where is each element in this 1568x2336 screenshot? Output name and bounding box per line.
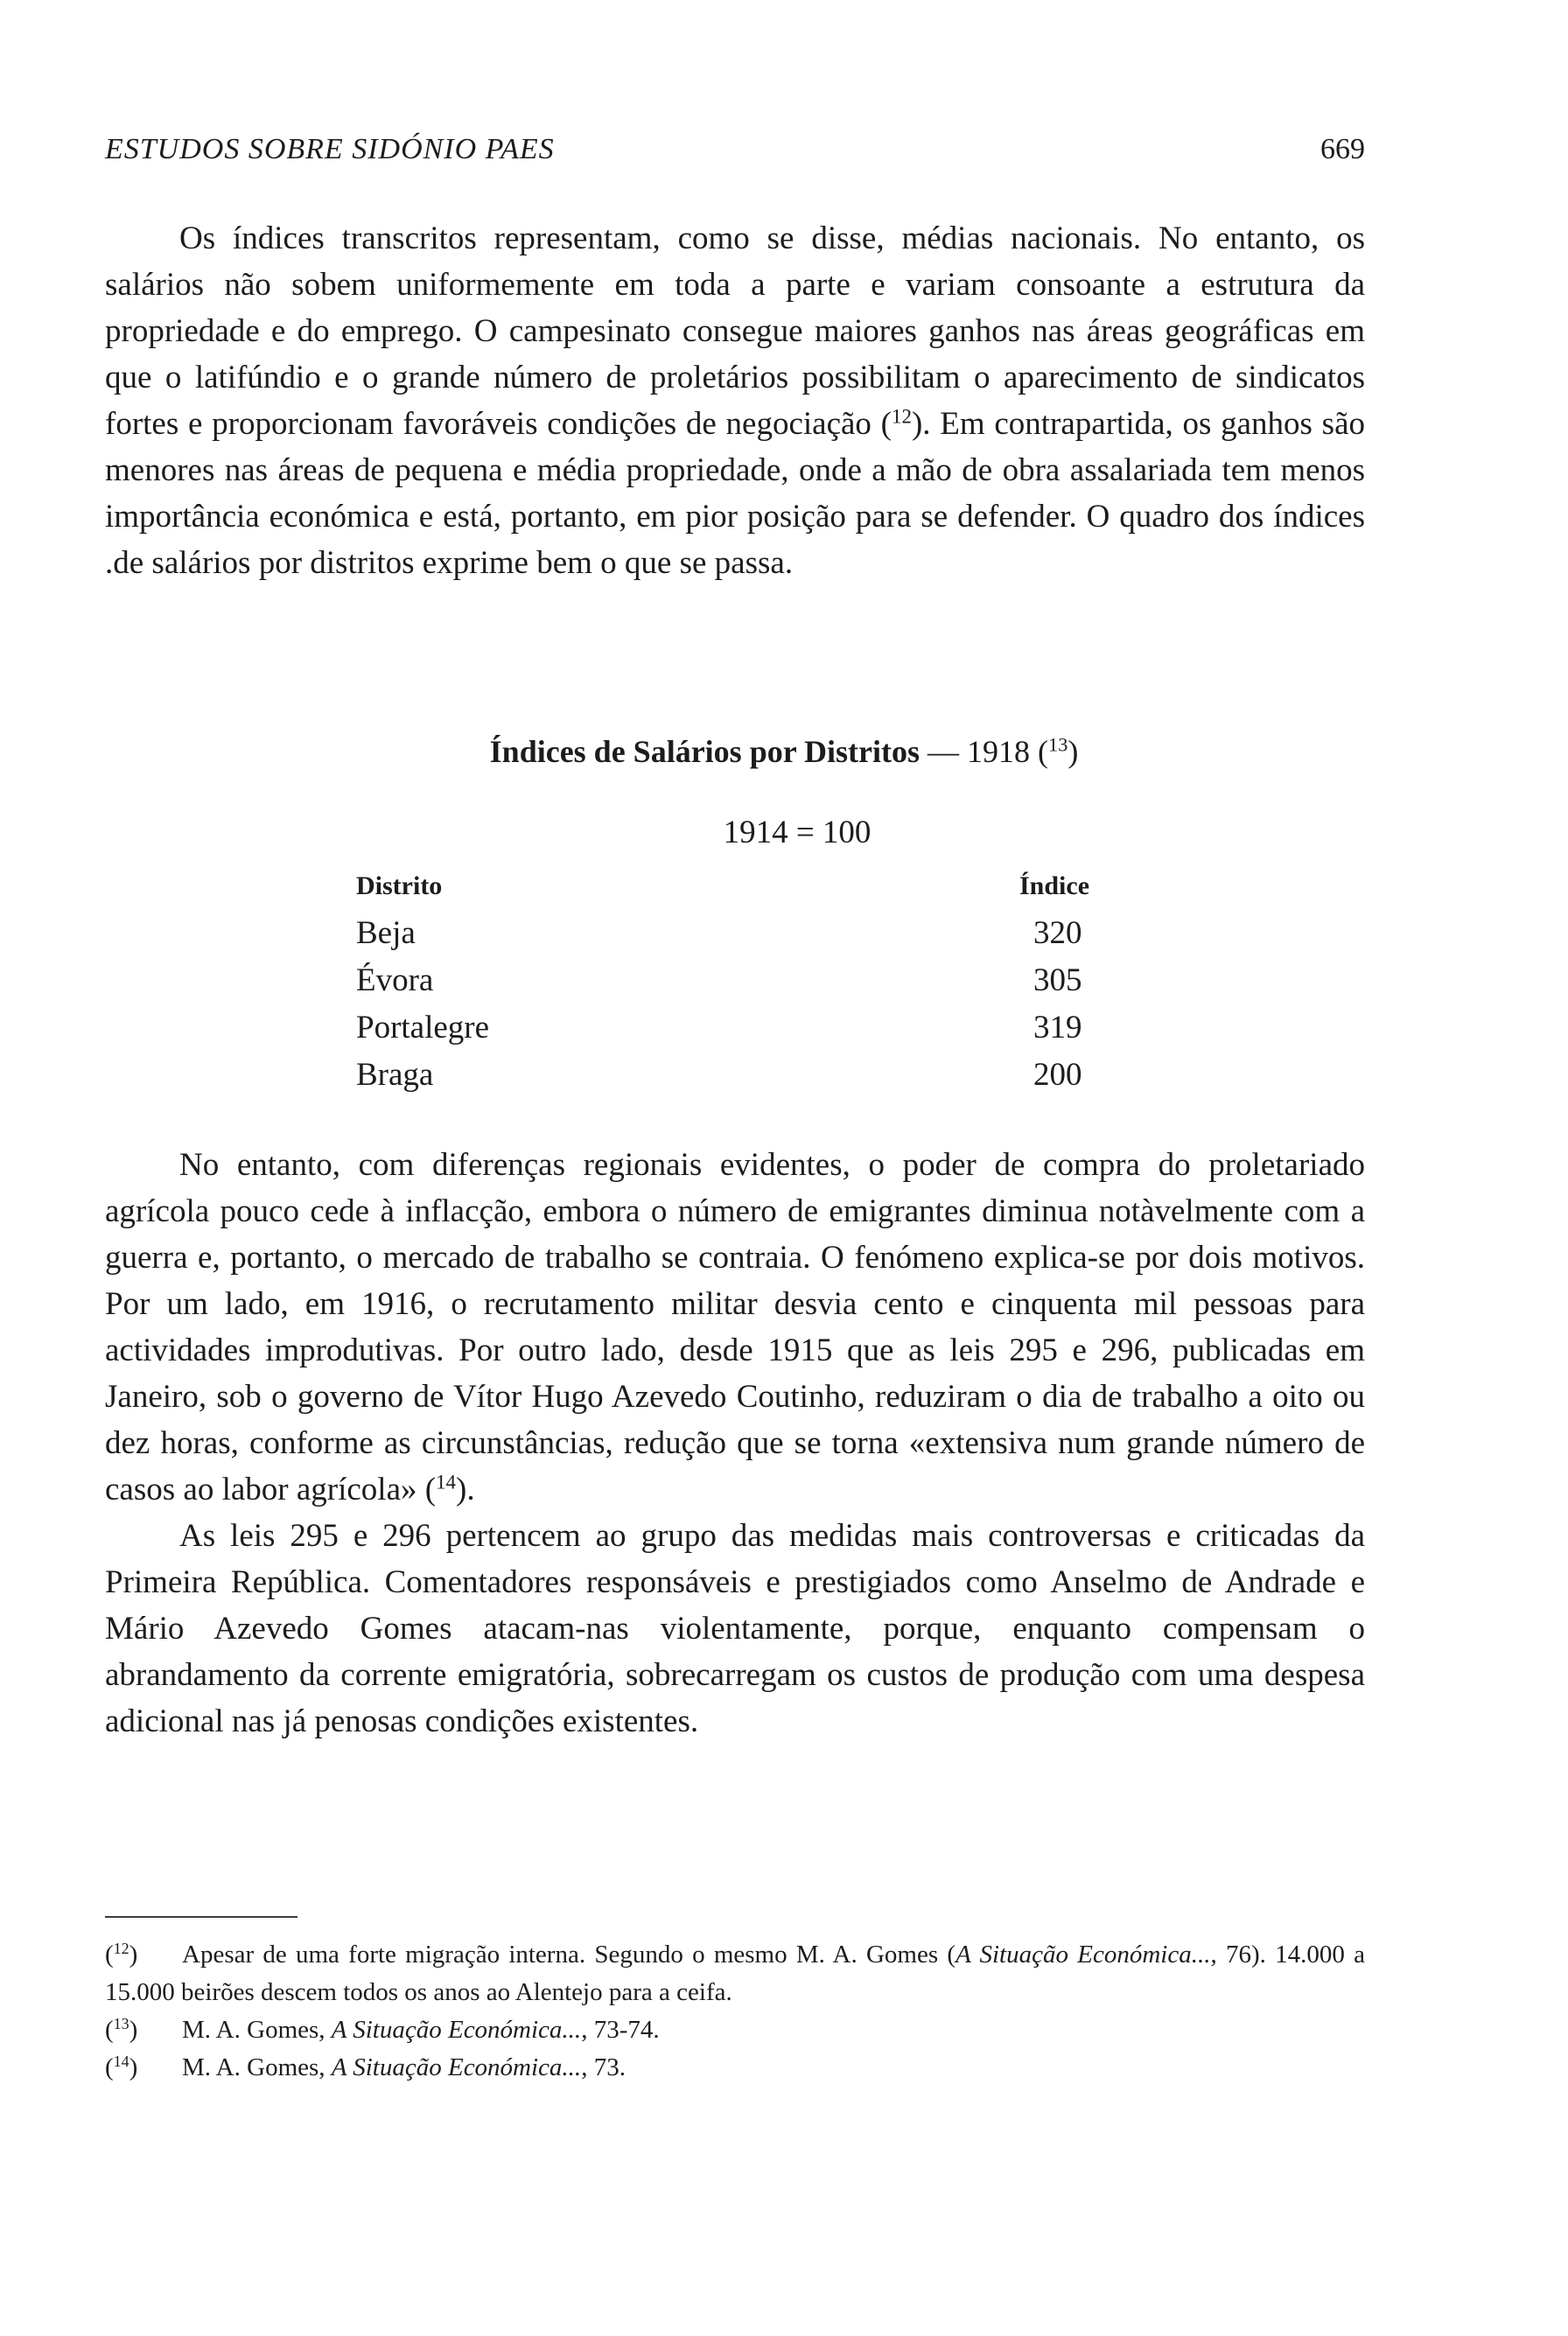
table-base-year: 1914 = 100 (723, 815, 872, 850)
paragraph-1-text: Os índices transcritos representam, como se disse, médias nacionais. No entanto, os salários não sobem uniformemente em toda a parte e variam consoante a estrutura da propriedade e do emprego. O campesinato consegue maiores ganhos nas áreas geográficas em que o latifúndio e o grande número de proletários possibilitam o aparecimento de sindicatos fortes e proporcionam favoráveis condições de negociação ( (105, 220, 1365, 442)
paragraphs-after-table (105, 1142, 1365, 1745)
table-row (356, 1052, 1091, 1099)
index-cell: 320 (1033, 915, 1082, 951)
running-header (105, 133, 1365, 166)
footnote-number: ($^{12}$) (105, 1940, 138, 1969)
table-title-year: — 1918 ( (920, 734, 1049, 769)
paragraph-1 (105, 215, 1365, 586)
table-title-close: ) (1068, 734, 1079, 769)
district-cell: Évora (356, 962, 434, 998)
footnote-number: ($^{14}$) (105, 2053, 138, 2081)
index-cell: 200 (1033, 1057, 1082, 1093)
footnotes (105, 1936, 1365, 2087)
district-cell: Braga (356, 1057, 434, 1093)
table-title (0, 733, 1568, 770)
footnote-ref-12[interactable]: 12 (892, 405, 912, 428)
footnote-13: ($^{13}$) M. A. Gomes, A Situação Económica..., 73-74. (105, 2011, 1365, 2049)
page-number: 669 (1320, 133, 1365, 165)
table-body (356, 910, 1091, 1099)
table-row (356, 1004, 1091, 1052)
footnote-14: ($^{14}$) M. A. Gomes, A Situação Económica..., 73. (105, 2049, 1365, 2087)
index-cell: 319 (1033, 1010, 1082, 1046)
index-cell: 305 (1033, 962, 1082, 998)
district-cell: Portalegre (356, 1010, 490, 1046)
paragraph-2-text-end: ). (456, 1472, 475, 1507)
footnote-12: ($^{12}$) Apesar de uma forte migração interna. Segundo o mesmo M. A. Gomes (A Situação Económica..., 76). 14.000 a 15.000 beirões descem todos os anos ao Alentejo para a ceifa. (105, 1936, 1365, 2011)
column-header-index: Índice (1019, 871, 1090, 900)
table-row (356, 957, 1091, 1004)
footnote-separator (105, 1916, 298, 1918)
running-title: ESTUDOS SOBRE SIDÓNIO PAES (105, 133, 555, 165)
footnote-number: ($^{13}$) (105, 2015, 138, 2044)
footnote-ref-13[interactable]: 13 (1048, 733, 1068, 756)
table-row (356, 910, 1091, 957)
district-cell: Beja (356, 915, 416, 951)
paragraph-2-text: No entanto, com diferenças regionais evidentes, o poder de compra do proletariado agrícola pouco cede à inflacção, embora o número de emigrantes diminua notàvelmente com a guerra e, portanto, o mercado de trabalho se contraia. O fenómeno explica-se por dois motivos. Por um lado, em 1916, o recrutamento militar desvia cento e cinquenta mil pessoas para actividades improdutivas. Por outro lado, desde 1915 que as leis 295 e 296, publicadas em Janeiro, sob o governo de Vítor Hugo Azevedo Coutinho, reduziram o dia de trabalho a oito ou dez horas, conforme as circunstâncias, redução que se torna «extensiva num grande número de casos ao labor agrícola» ( (105, 1147, 1365, 1507)
paragraph-1-text-end: ). Em contrapartida, os ganhos são menores nas áreas de pequena e média propriedade, onde a mão de obra assalariada tem menos importância económica e está, portanto, em pior posição para se defender. O quadro dos índices .de salários por distritos exprime bem o que se passa. (105, 406, 1365, 581)
paragraph-2 (105, 1142, 1365, 1513)
paragraph-3: As leis 295 e 296 pertencem ao grupo das medidas mais controversas e criticadas da Primeira República. Comentadores responsáveis e prestigiados como Anselmo de Andrade e Mário Azevedo Gomes atacam-nas violentamente, porque, enquanto compensam o abrandamento da corrente emigratória, sobrecarregam os custos de produção com uma despesa adicional nas já penosas condições existentes. (105, 1518, 1365, 1739)
column-header-district: Distrito (356, 871, 443, 900)
table-title-bold: Índices de Salários por Distritos (489, 734, 920, 769)
footnote-ref-14[interactable]: 14 (436, 1471, 456, 1493)
